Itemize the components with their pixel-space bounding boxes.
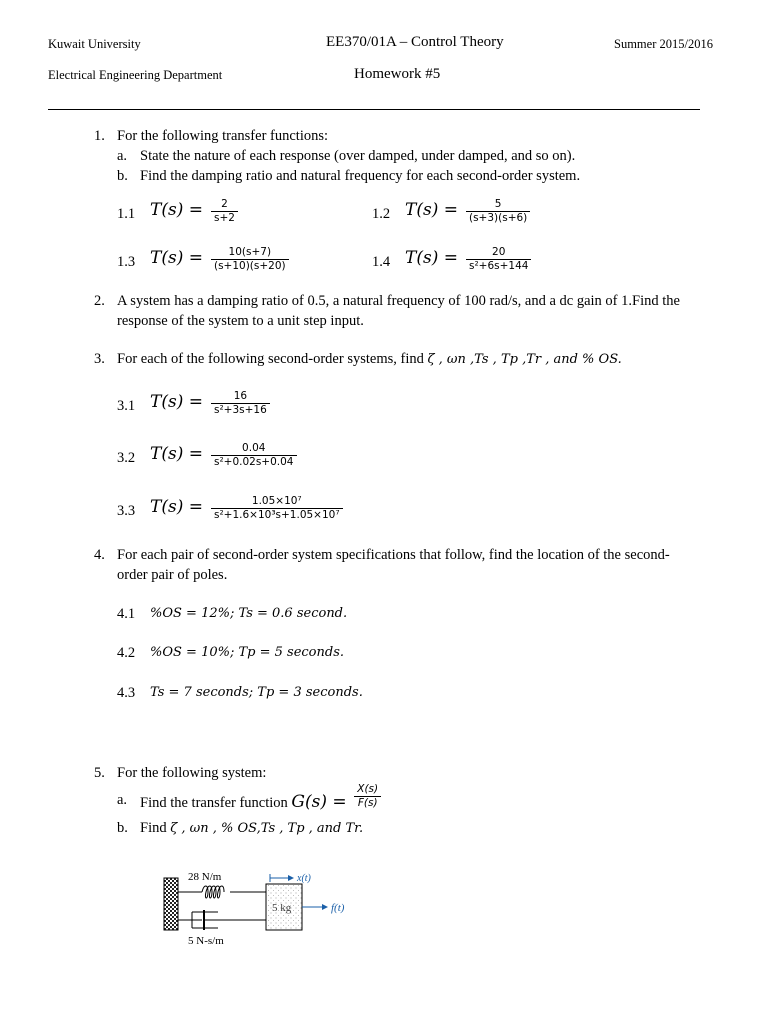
damper-icon [178,910,266,930]
fraction [354,783,381,810]
q4-1-spec: %OS = 12%; Ts = 0.6 second. [150,606,348,621]
q2-number: 2. [94,293,105,309]
q1-item-label: 1.1 [117,206,136,222]
q1-a-text: State the nature of each response (over damped, under damped, and so on). [140,148,576,164]
q3-1-equation [150,390,270,417]
denominator: s²+6s+144 [468,260,529,272]
q1-item-label: 1.3 [117,254,136,270]
q4-item-label: 4.3 [117,685,136,701]
numerator: 16 [211,390,270,404]
q2-line2: response of the system to a unit step input. [117,313,364,329]
fraction [211,495,343,522]
fraction [211,246,289,273]
q1-3-equation [150,246,289,273]
numerator: 1.05×10⁷ [211,495,343,509]
q2-line1: A system has a damping ratio of 0.5, a natural frequency of 100 rad/s, and a dc gain of 1.Find the [117,293,680,309]
q1-b-text: Find the damping ratio and natural frequency for each second-order system. [140,168,581,184]
wall [164,878,178,930]
fraction [466,246,531,273]
q5-a-lhs: G(s) = [291,792,347,812]
force-arrow-icon [302,904,328,910]
q3-number: 3. [94,351,105,367]
homework-title: Homework #5 [354,66,441,82]
university-name: Kuwait University [48,37,141,51]
equation-lhs: T(s) = [150,444,203,465]
q1-a-label: a. [117,148,128,164]
denominator: F(s) [357,797,378,810]
q3-text-main: For each of the following second-order systems, find [117,351,424,367]
numerator: 20 [466,246,531,260]
q1-number: 1. [94,128,105,144]
numerator: 2 [211,198,238,212]
fraction [211,198,238,225]
denominator: s²+3s+16 [213,404,267,416]
q1-b-label: b. [117,168,128,184]
fraction [466,198,530,225]
q3-item-label: 3.2 [117,450,136,466]
q5-text: For the following system: [117,765,267,781]
q3-math: ζ , ωn ,Ts , Tp ,Tr , and % OS. [427,352,622,367]
q1-1-equation [150,198,238,225]
q1-text: For the following transfer functions: [117,128,329,144]
mass-label: 5 kg [272,902,292,914]
q4-3-spec: Ts = 7 seconds; Tp = 3 seconds. [150,685,363,700]
q4-line2: order pair of poles. [117,567,228,583]
q3-text [117,351,622,368]
equation-lhs: T(s) = [150,200,203,221]
q3-2-equation [150,442,297,469]
q5-number: 5. [94,765,105,781]
f-label: f(t) [331,902,345,914]
q3-item-label: 3.3 [117,503,136,519]
q4-line1: For each pair of second-order system specifications that follow, find the location of the second- [117,547,670,563]
spring-label: 28 N/m [188,871,222,883]
numerator: 5 [466,198,530,212]
q3-3-equation [150,495,343,522]
equation-lhs: T(s) = [150,248,203,269]
q1-item-label: 1.2 [372,206,391,222]
q3-item-label: 3.1 [117,398,136,414]
q5-a-label: a. [117,792,128,808]
equation-lhs: T(s) = [405,248,458,269]
fraction [211,390,270,417]
q5-a-main: Find the transfer function [140,795,288,811]
q1-4-equation [405,246,531,273]
numerator: 0.04 [211,442,297,456]
denominator: (s+10)(s+20) [213,260,286,272]
denominator: s²+0.02s+0.04 [213,456,294,468]
denominator: (s+3)(s+6) [468,212,528,224]
header-divider [48,109,700,110]
q4-item-label: 4.2 [117,645,136,661]
q5-a-text [140,783,381,812]
denominator: s²+1.6×10³s+1.05×10⁷ [213,509,340,521]
fraction [211,442,297,469]
course-title: EE370/01A – Control Theory [326,34,504,50]
q5-b-math: ζ , ωn , % OS,Ts , Tp , and Tr. [170,821,364,836]
q1-2-equation [405,198,530,225]
q1-item-label: 1.4 [372,254,391,270]
q5-b-text [140,820,363,837]
q4-2-spec: %OS = 10%; Tp = 5 seconds. [150,645,345,660]
term: Summer 2015/2016 [614,37,713,51]
numerator: 10(s+7) [211,246,289,260]
spring-icon [178,886,266,898]
q5-b-label: b. [117,820,128,836]
q4-number: 4. [94,547,105,563]
mass-spring-damper-figure [150,862,350,952]
equation-lhs: T(s) = [405,200,458,221]
department: Electrical Engineering Department [48,68,223,82]
denominator: s+2 [213,212,235,224]
equation-lhs: T(s) = [150,392,203,413]
x-label: x(t) [297,873,311,884]
equation-lhs: T(s) = [150,497,203,518]
q4-item-label: 4.1 [117,606,136,622]
damper-label: 5 N-s/m [188,935,224,947]
q5-b-main: Find [140,820,167,836]
numerator: X(s) [354,783,381,797]
displacement-arrow-icon [270,874,294,882]
